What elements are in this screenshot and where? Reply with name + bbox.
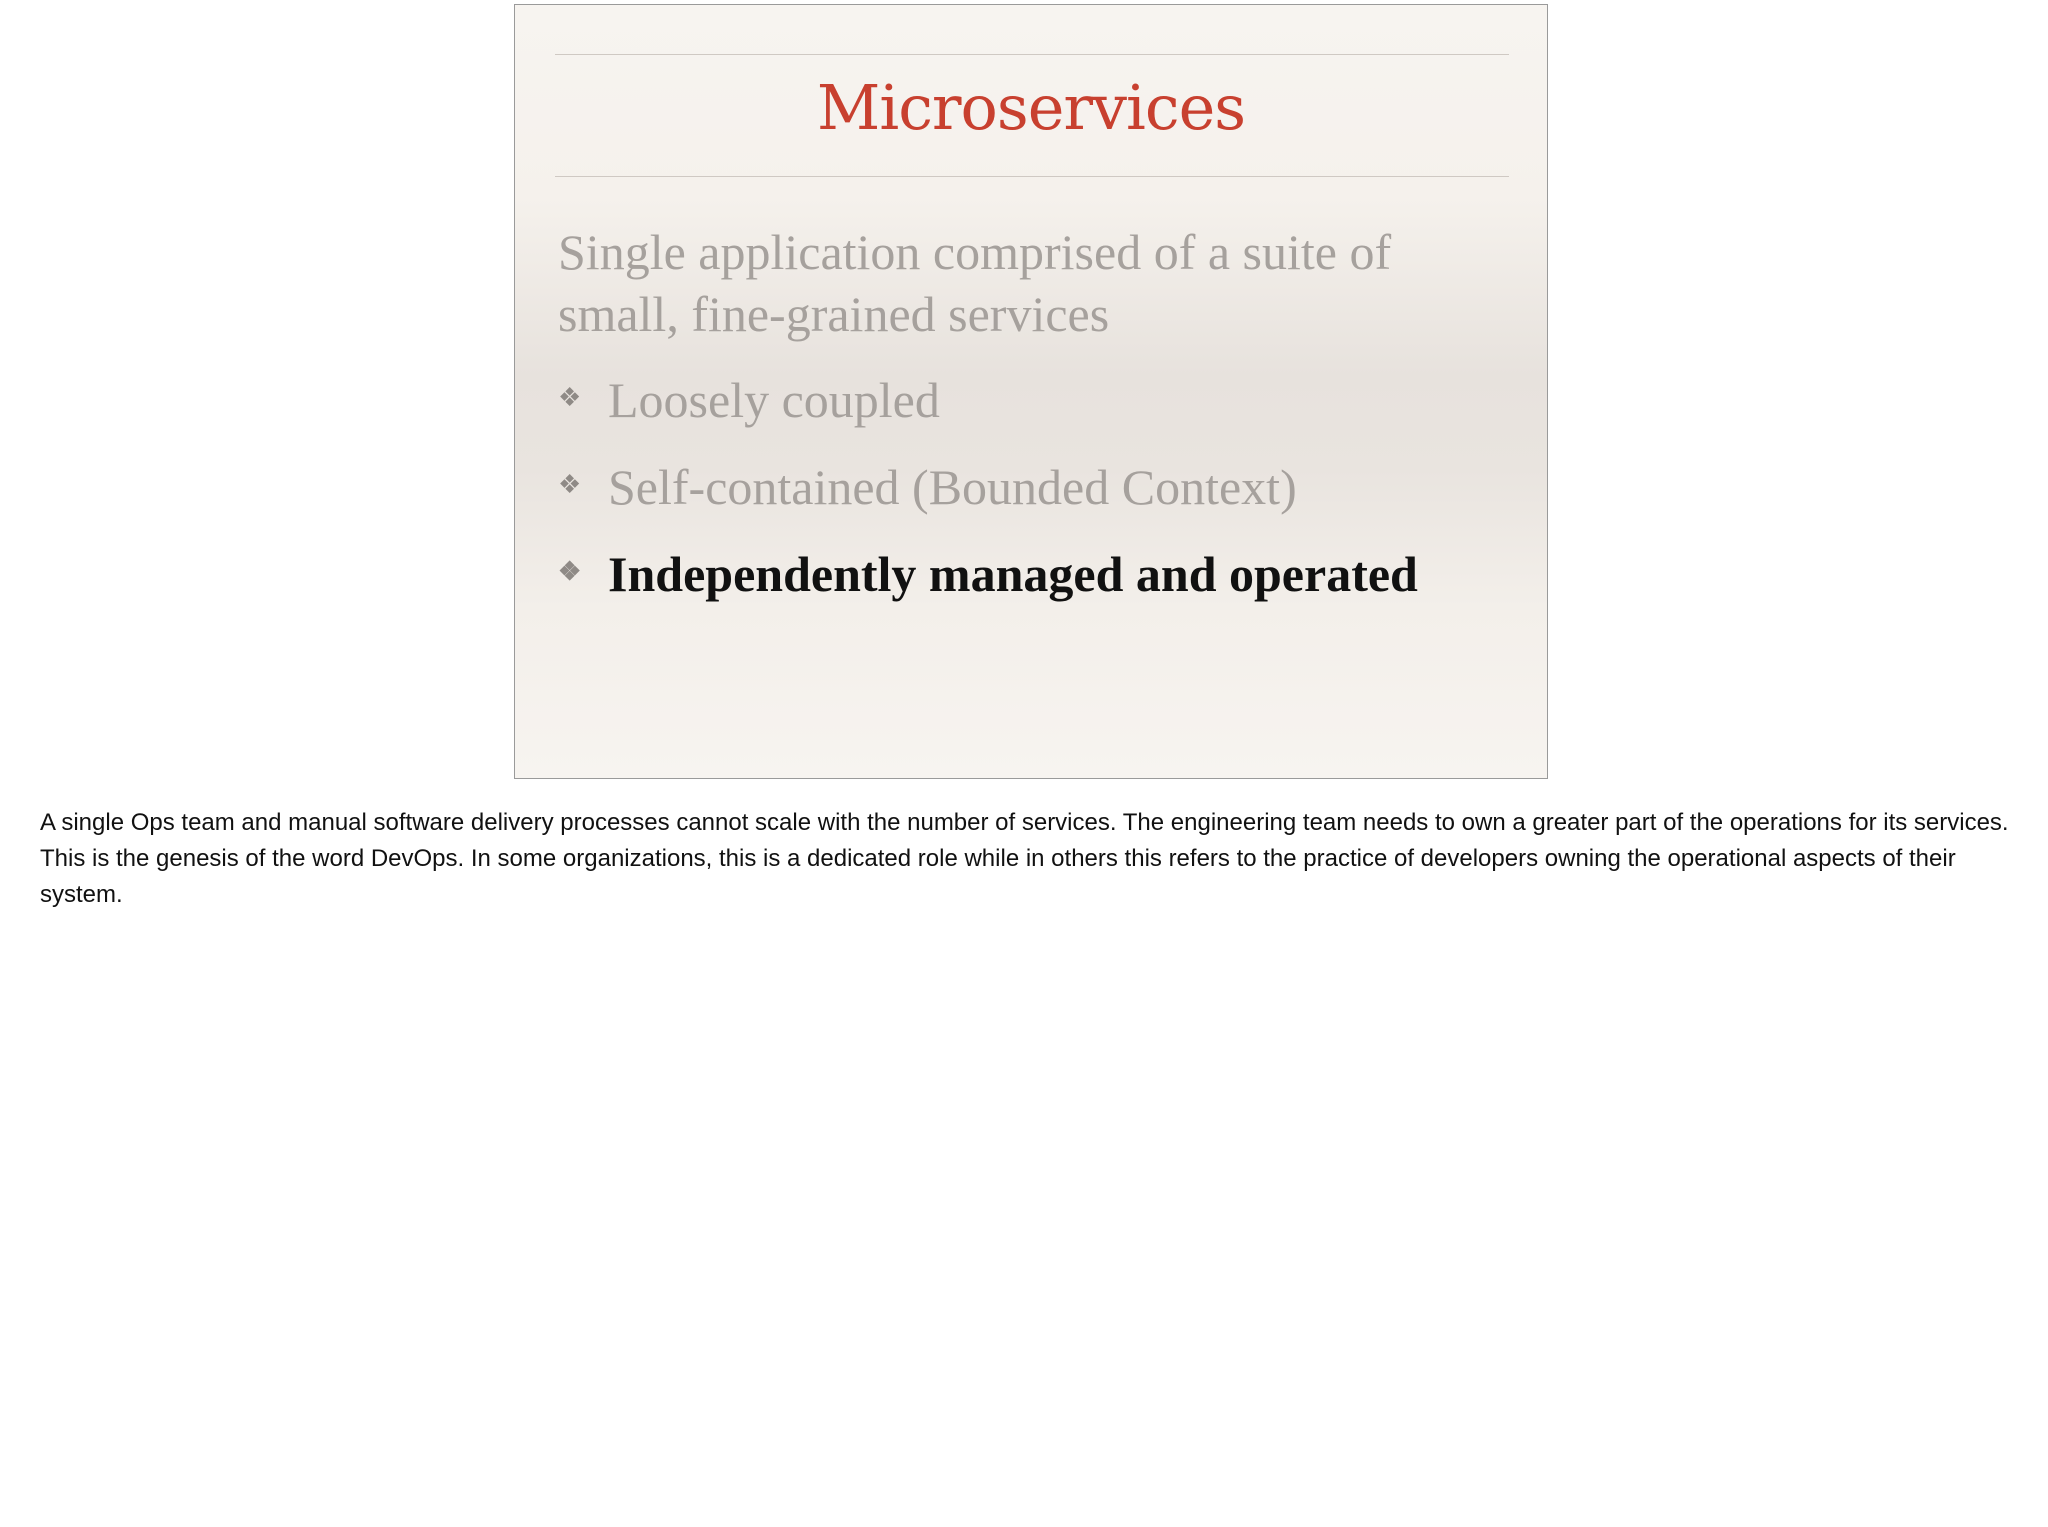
diamond-bullet-icon: ❖ [558,557,582,586]
slide-title: Microservices [816,71,1246,144]
bullet-loosely-coupled [558,371,940,429]
bullet-self-contained [558,458,1297,516]
bullet-text: Self-contained (Bounded Context) [608,459,1297,515]
bullet-text: Loosely coupled [608,372,940,428]
title-top-divider [555,54,1509,55]
bullet-independently-managed [558,545,1418,603]
diamond-bullet-icon: ❖ [558,470,582,499]
diamond-bullet-icon: ❖ [558,383,582,412]
slide [514,4,1548,779]
slide-lead-text: Single application comprised of a suite of small, fine-grained services [558,224,1392,342]
speaker-notes: A single Ops team and manual software delivery processes cannot scale with the number of services. The engineering team needs to own a greater part of the operations for its services. This is the genesis of the word DevOps. In some organizations, this is a dedicated role while in others this refers to the practice of developers owning the operational aspects of their system. [40,809,2009,908]
bullet-text: Independently managed and operated [608,546,1418,602]
title-bottom-divider [555,176,1509,177]
